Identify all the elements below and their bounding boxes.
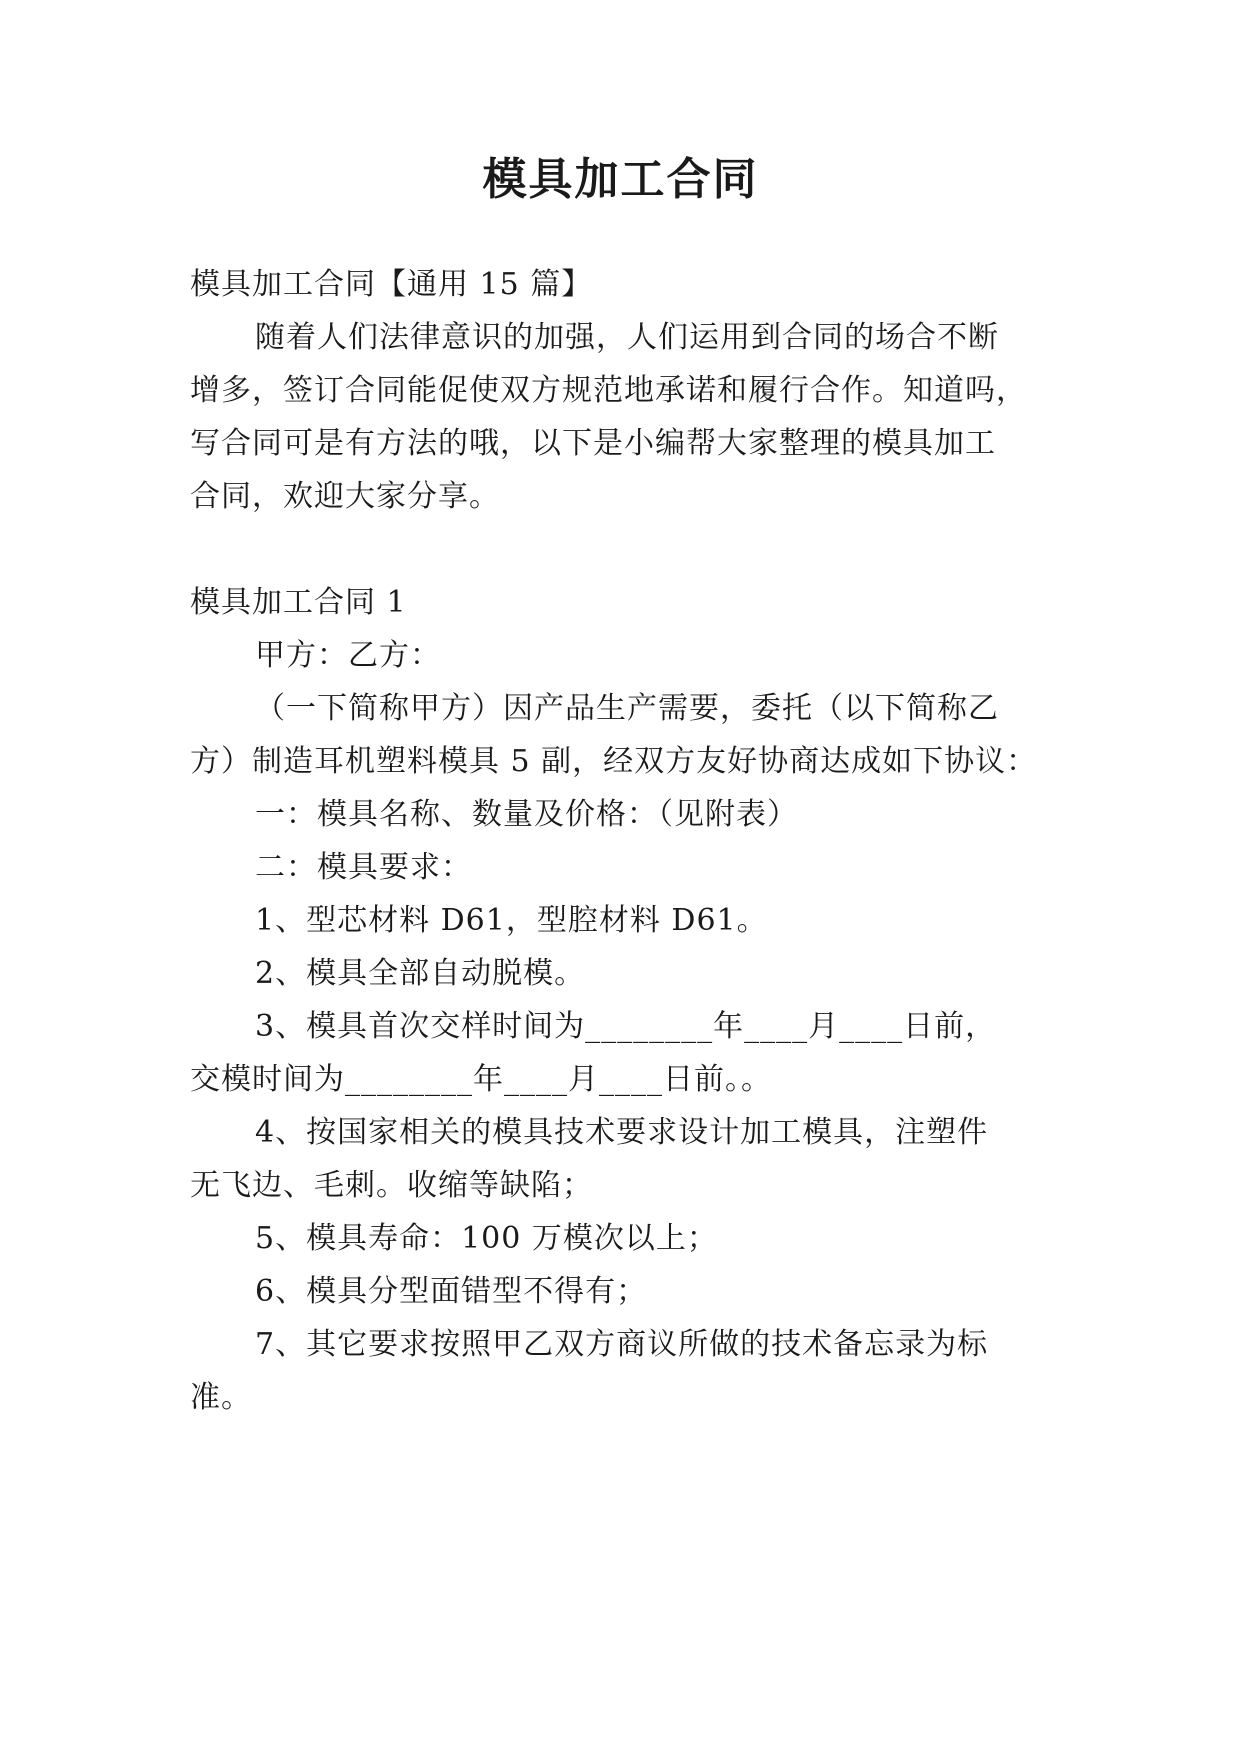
- body-line: 6、模具分型面错型不得有；: [255, 1274, 648, 1309]
- body-line: 交模时间为________年____月____日前。。: [190, 1062, 772, 1097]
- body-line: 2、模具全部自动脱模。: [255, 956, 586, 991]
- body-line: 1、型芯材料 D61，型腔材料 D61。: [255, 903, 768, 938]
- body-line: 二：模具要求：: [255, 850, 472, 885]
- intro-line: 增多，签订合同能促使双方规范地承诺和履行合作。知道吗，: [190, 373, 1027, 408]
- body-line: （一下简称甲方）因产品生产需要，委托（以下简称乙: [255, 691, 999, 726]
- body-line: 4、按国家相关的模具技术要求设计加工模具，注塑件: [255, 1115, 989, 1150]
- body-line: 3、模具首次交样时间为________年____月____日前，: [255, 1009, 997, 1044]
- document-subtitle: 模具加工合同【通用 15 篇】: [190, 267, 593, 302]
- body-line: 方）制造耳机塑料模具 5 副，经双方友好协商达成如下协议：: [190, 744, 1038, 779]
- section-heading: 模具加工合同 1: [190, 585, 407, 620]
- body-line: 无飞边、毛刺。收缩等缺陷；: [190, 1168, 593, 1203]
- intro-line: 写合同可是有方法的哦，以下是小编帮大家整理的模具加工: [190, 426, 996, 461]
- body-line: 5、模具寿命：100 万模次以上；: [255, 1221, 718, 1256]
- intro-line: 随着人们法律意识的加强，人们运用到合同的场合不断: [255, 320, 999, 355]
- body-line: 一：模具名称、数量及价格：（见附表）: [255, 797, 798, 832]
- body-line: 7、其它要求按照甲乙双方商议所做的技术备忘录为标: [255, 1327, 989, 1362]
- intro-line: 合同，欢迎大家分享。: [190, 479, 500, 514]
- body-line: 准。: [190, 1380, 252, 1415]
- body-line: 甲方：乙方：: [255, 638, 441, 673]
- document-title: 模具加工合同: [482, 154, 759, 205]
